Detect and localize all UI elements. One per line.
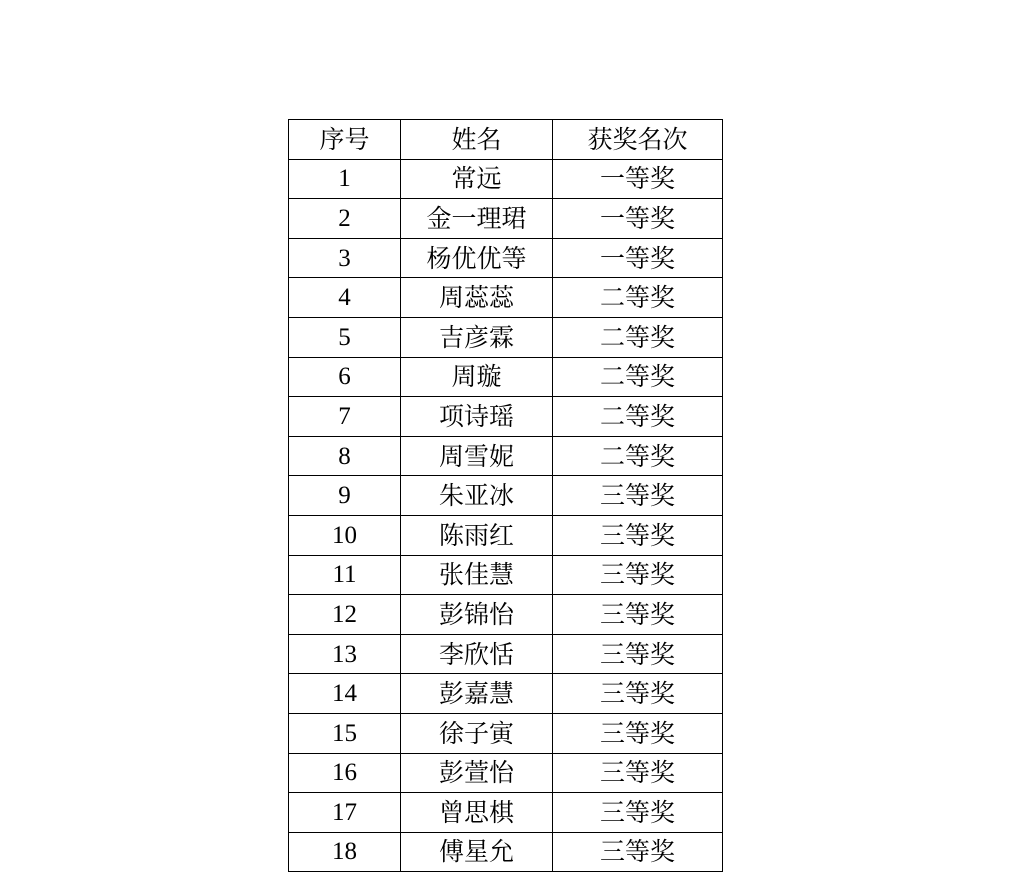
cell-award: 三等奖 [553,476,723,516]
cell-name: 周璇 [401,357,553,397]
cell-name: 吉彦霖 [401,317,553,357]
table-row [289,238,723,278]
cell-award: 三等奖 [553,713,723,753]
cell-name: 杨优优等 [401,238,553,278]
cell-name: 周雪妮 [401,436,553,476]
table-row [289,278,723,318]
table-row [289,199,723,239]
table-row [289,357,723,397]
cell-award: 二等奖 [553,397,723,437]
cell-award: 一等奖 [553,199,723,239]
cell-seq: 4 [289,278,401,318]
cell-award: 二等奖 [553,357,723,397]
table-row [289,793,723,833]
cell-seq: 15 [289,713,401,753]
cell-seq: 8 [289,436,401,476]
table-row [289,555,723,595]
cell-seq: 12 [289,595,401,635]
cell-seq: 3 [289,238,401,278]
table-row [289,832,723,872]
header-name: 姓名 [401,120,553,160]
cell-seq: 5 [289,317,401,357]
cell-name: 周蕊蕊 [401,278,553,318]
award-table [288,119,723,872]
cell-seq: 11 [289,555,401,595]
cell-seq: 13 [289,634,401,674]
table-row [289,674,723,714]
cell-seq: 2 [289,199,401,239]
table-row [289,595,723,635]
table-row [289,634,723,674]
table-row [289,317,723,357]
cell-seq: 16 [289,753,401,793]
table-row [289,436,723,476]
table-row [289,159,723,199]
cell-name: 陈雨红 [401,515,553,555]
cell-award: 三等奖 [553,634,723,674]
cell-seq: 6 [289,357,401,397]
cell-name: 傅星允 [401,832,553,872]
cell-name: 彭萱怡 [401,753,553,793]
cell-award: 三等奖 [553,793,723,833]
header-seq: 序号 [289,120,401,160]
cell-name: 徐子寅 [401,713,553,753]
table-row [289,476,723,516]
cell-award: 三等奖 [553,515,723,555]
cell-award: 三等奖 [553,832,723,872]
cell-seq: 10 [289,515,401,555]
table-row [289,397,723,437]
header-row [289,120,723,160]
cell-name: 曾思棋 [401,793,553,833]
cell-seq: 18 [289,832,401,872]
cell-award: 二等奖 [553,278,723,318]
cell-award: 三等奖 [553,753,723,793]
cell-name: 项诗瑶 [401,397,553,437]
table-row [289,753,723,793]
cell-award: 三等奖 [553,555,723,595]
cell-award: 一等奖 [553,159,723,199]
cell-seq: 14 [289,674,401,714]
table-row [289,713,723,753]
cell-seq: 9 [289,476,401,516]
cell-award: 一等奖 [553,238,723,278]
table-row [289,515,723,555]
cell-award: 三等奖 [553,674,723,714]
cell-name: 朱亚冰 [401,476,553,516]
header-award: 获奖名次 [553,120,723,160]
cell-award: 三等奖 [553,595,723,635]
cell-seq: 17 [289,793,401,833]
cell-name: 彭锦怡 [401,595,553,635]
table-body [289,159,723,872]
cell-name: 常远 [401,159,553,199]
cell-name: 金一理珺 [401,199,553,239]
table-header [289,120,723,160]
cell-name: 彭嘉慧 [401,674,553,714]
cell-award: 二等奖 [553,317,723,357]
cell-award: 二等奖 [553,436,723,476]
cell-seq: 1 [289,159,401,199]
cell-name: 李欣恬 [401,634,553,674]
cell-name: 张佳慧 [401,555,553,595]
cell-seq: 7 [289,397,401,437]
